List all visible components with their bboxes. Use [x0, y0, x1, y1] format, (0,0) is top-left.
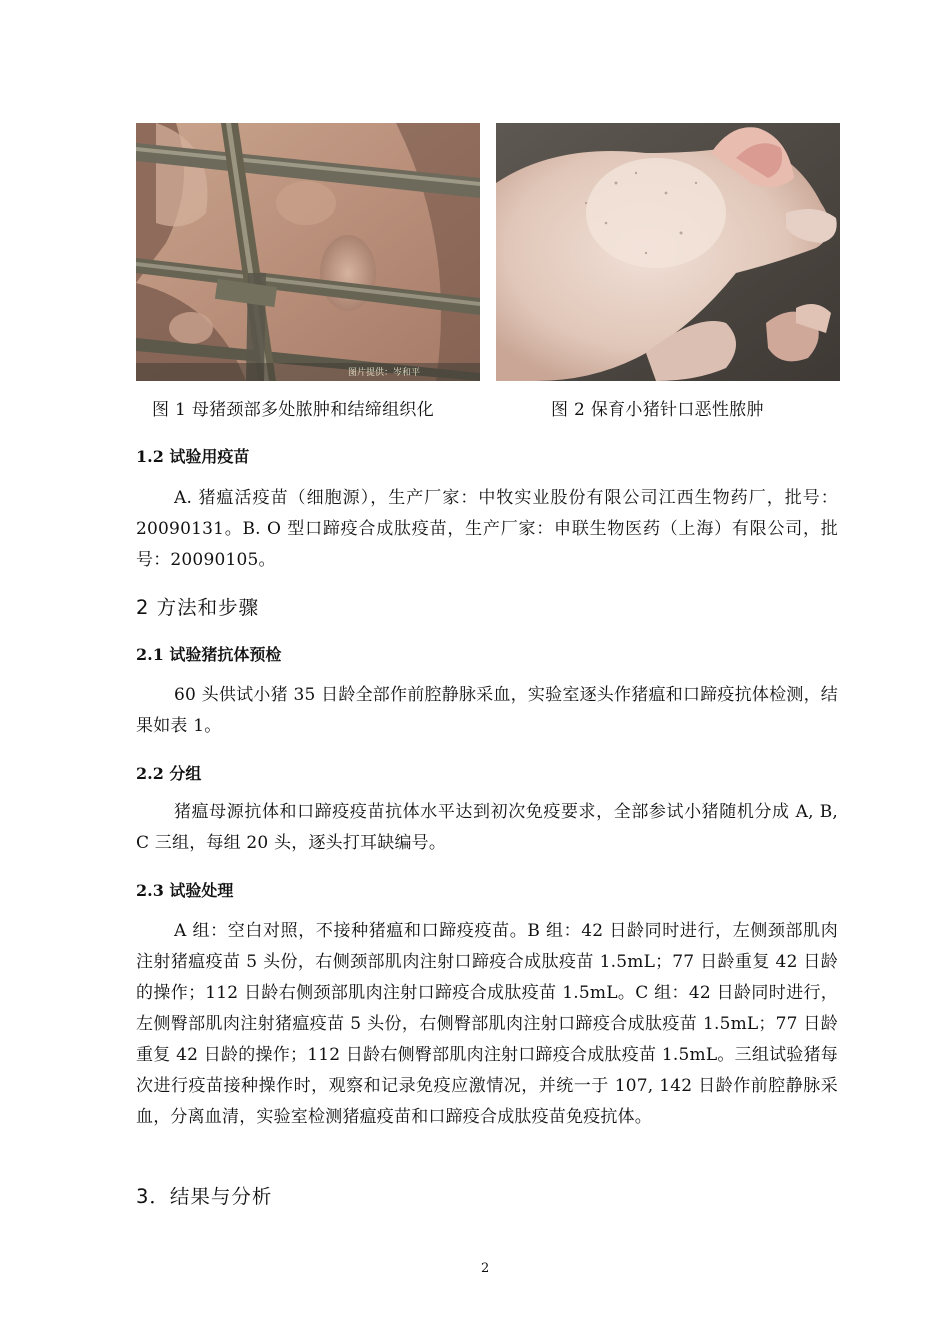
- subsection-heading-2-1: 2.1 试验猪抗体预检: [136, 645, 282, 664]
- subsection-heading-2-2: 2.2 分组: [136, 764, 202, 783]
- figure-2-caption: 图 2 保育小猪针口恶性脓肿: [551, 400, 764, 420]
- figure-1-caption: 图 1 母猪颈部多处脓肿和结缔组织化: [152, 400, 435, 420]
- section-heading-3: 3．结果与分析: [136, 1185, 273, 1208]
- figure-1-credit: 图片提供：岑和平: [348, 368, 421, 378]
- figure-2-photo: [496, 123, 840, 381]
- subsection-heading-2-3: 2.3 试验处理: [136, 881, 234, 900]
- paragraph-treatment: A 组：空白对照，不接种猪瘟和口蹄疫疫苗。B 组：42 日龄同时进行，左侧颈部肌肉注射猪瘟疫苗 5 头份，右侧颈部肌肉注射口蹄疫合成肽疫苗 1.5mL；77 日龄重复 42 日龄的操作；112 日龄右侧颈部肌肉注射口蹄疫合成肽疫苗 1.5mL。C 组：42 日龄同时进行，左侧臀部肌肉注射猪瘟疫苗 5 头份，右侧臀部肌肉注射口蹄疫合成肽疫苗 1.5mL；77 日龄重复 42 日龄的操作；112 日龄右侧臀部肌肉注射口蹄疫合成肽疫苗 1.5mL。三组试验猪每次进行疫苗接种操作时，观察和记录免疫应激情况，并统一于 107, 142 日龄作前腔静脉采血，分离血清，实验室检测猪瘟疫苗和口蹄疫合成肽疫苗免疫抗体。: [136, 921, 838, 1127]
- section-heading-2: 2 方法和步骤: [136, 596, 260, 619]
- paragraph-grouping: 猪瘟母源抗体和口蹄疫疫苗抗体水平达到初次免疫要求，全部参试小猪随机分成 A, B, C 三组，每组 20 头，逐头打耳缺编号。: [136, 802, 838, 853]
- page-number: 2: [481, 1261, 490, 1276]
- subsection-heading-1-2: 1.2 试验用疫苗: [136, 447, 250, 466]
- figure-1-photo: [136, 123, 480, 381]
- paragraph-antibody-precheck: 60 头供试小猪 35 日龄全部作前腔静脉采血，实验室逐头作猪瘟和口蹄疫抗体检测，结果如表 1。: [136, 685, 838, 736]
- paragraph-vaccines: A. 猪瘟活疫苗（细胞源），生产厂家：中牧实业股份有限公司江西生物药厂，批号：20090131。B. O 型口蹄疫合成肽疫苗，生产厂家：申联生物医药（上海）有限公司，批号：20090105。: [136, 488, 838, 570]
